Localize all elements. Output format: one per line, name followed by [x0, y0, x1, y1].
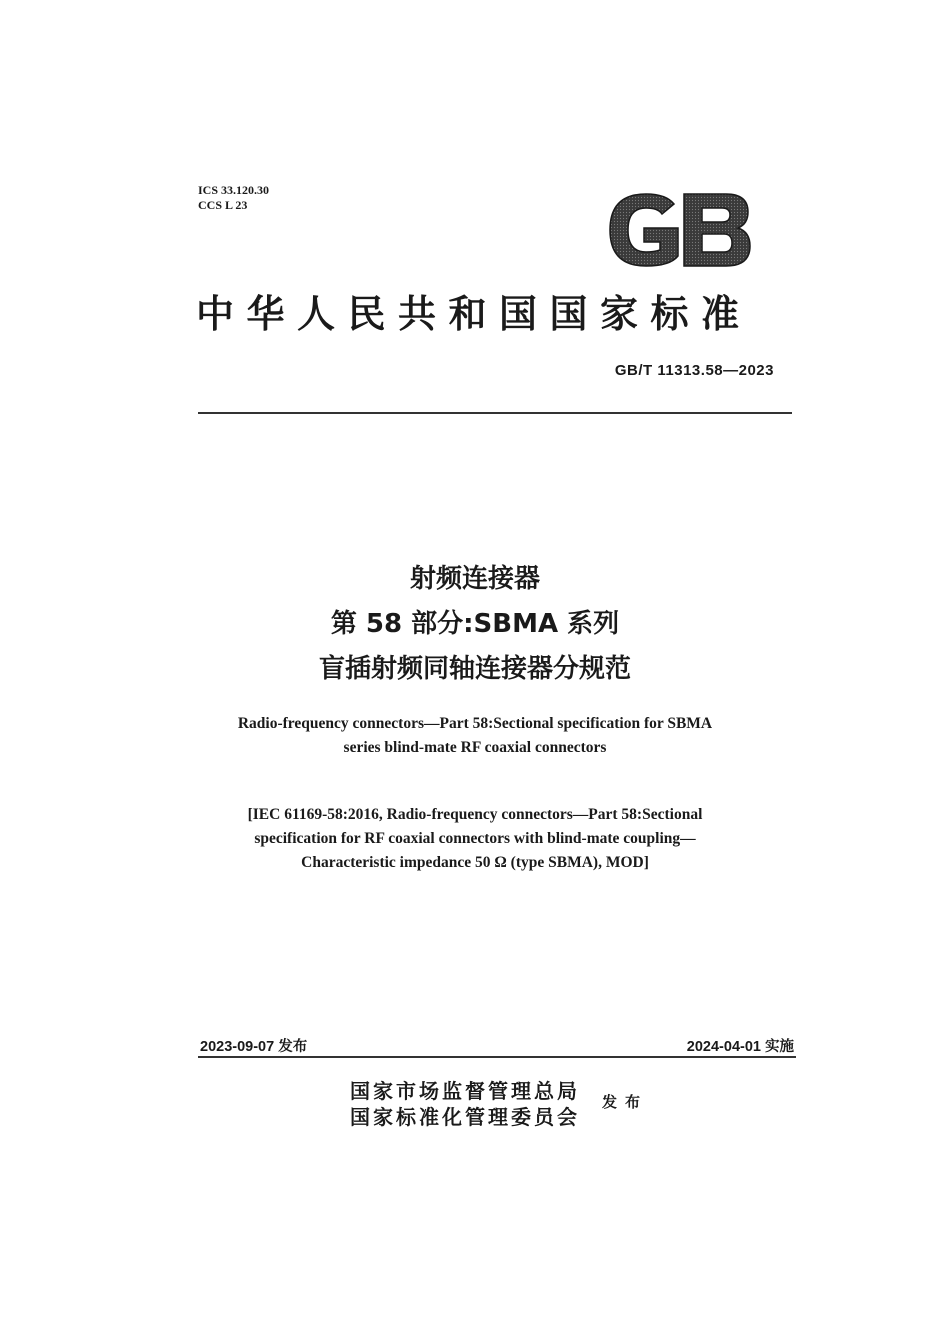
- iec-reference-line2: specification for RF coaxial connectors with blind-mate coupling—: [254, 830, 696, 847]
- standard-number: GB/T 11313.58—2023: [614, 362, 774, 379]
- issuer-line1: 国家市场监督管理总局: [350, 1079, 580, 1103]
- issued-label: 发布: [602, 1093, 649, 1111]
- classification-block: [198, 183, 269, 213]
- ccs-code: CCS L 23: [198, 198, 248, 212]
- issuing-authorities: [350, 1078, 580, 1130]
- bottom-divider: [198, 1056, 796, 1058]
- gb-logo-icon: [604, 190, 752, 270]
- title-cn-line2: 第 58 部分:SBMA 系列: [330, 609, 620, 639]
- iec-reference-line1: [IEC 61169-58:2016, Radio-frequency connectors—Part 58:Sectional: [247, 806, 703, 823]
- iec-reference-line3: Characteristic impedance 50 Ω (type SBMA), MOD]: [301, 854, 649, 871]
- issuer-line2: 国家标准化管理委员会: [350, 1105, 580, 1129]
- national-standard-heading: 中华人民共和国国家标准: [196, 291, 752, 336]
- title-cn-line1: 射频连接器: [409, 564, 540, 594]
- ics-code: ICS 33.120.30: [198, 183, 270, 197]
- title-en: [0, 712, 950, 760]
- title-en-line2: series blind-mate RF coaxial connectors: [343, 739, 607, 756]
- gb-logo: [604, 190, 752, 270]
- title-en-line1: Radio-frequency connectors—Part 58:Sectional specification for SBMA: [237, 715, 713, 732]
- implementation-date: 2024-04-01 实施: [686, 1039, 794, 1055]
- title-cn-line3: 盲插射频同轴连接器分规范: [318, 654, 631, 684]
- top-divider: [198, 412, 792, 414]
- issue-date: 2023-09-07 发布: [200, 1039, 308, 1055]
- iec-reference: [0, 803, 950, 875]
